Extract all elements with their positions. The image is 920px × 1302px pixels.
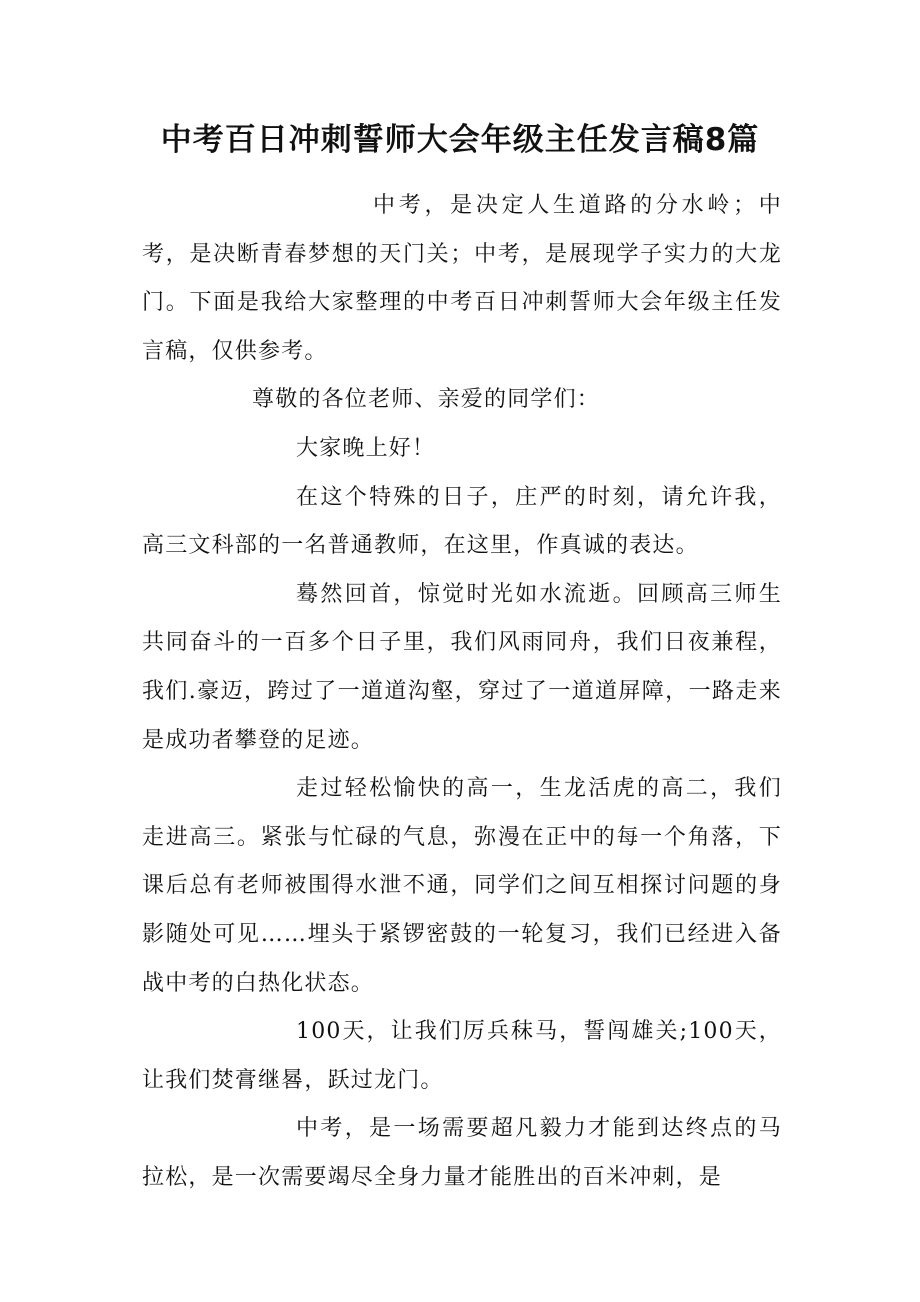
document-title: 中考百日冲刺誓师大会年级主任发言稿8篇 <box>160 122 760 158</box>
body-paragraph: 在这个特殊的日子，庄严的时刻，请允许我，高三文科部的一名普通教师，在这里，作真诚的表达。 <box>142 484 782 559</box>
body-paragraph: 走过轻松愉快的高一，生龙活虎的高二，我们走进高三。紧张与忙碌的气息，弥漫在正中的每一个角落，下课后总有老师被围得水泄不通，同学们之间互相探讨问题的身影随处可见……埋头于紧锣密鼓的一轮复习，我们已经进入备战中考的白热化状态。 <box>142 776 782 996</box>
document-body <box>142 182 782 1202</box>
greeting: 大家晚上好！ <box>296 435 436 461</box>
salutation: 尊敬的各位老师、亲爱的同学们： <box>252 387 601 413</box>
body-paragraph: 中考，是一场需要超凡毅力才能到达终点的马拉松，是一次需要竭尽全身力量才能胜出的百米冲刺，是 <box>142 1116 782 1190</box>
body-paragraph: 蓦然回首，惊觉时光如水流逝。回顾高三师生共同奋斗的一百多个日子里，我们风雨同舟，我们日夜兼程，我们.豪迈，跨过了一道道沟壑，穿过了一道道屏障，一路走来是成功者攀登的足迹。 <box>142 581 782 753</box>
body-paragraph: 100天，让我们厉兵秣马，誓闯雄关;100天，让我们焚膏继晷，跃过龙门。 <box>142 1019 782 1093</box>
intro-paragraph: 中考，是决定人生道路的分水岭；中考，是决断青春梦想的天门关；中考，是展现学子实力的大龙门。下面是我给大家整理的中考百日冲刺誓师大会年级主任发言稿，仅供参考。 <box>142 193 782 364</box>
